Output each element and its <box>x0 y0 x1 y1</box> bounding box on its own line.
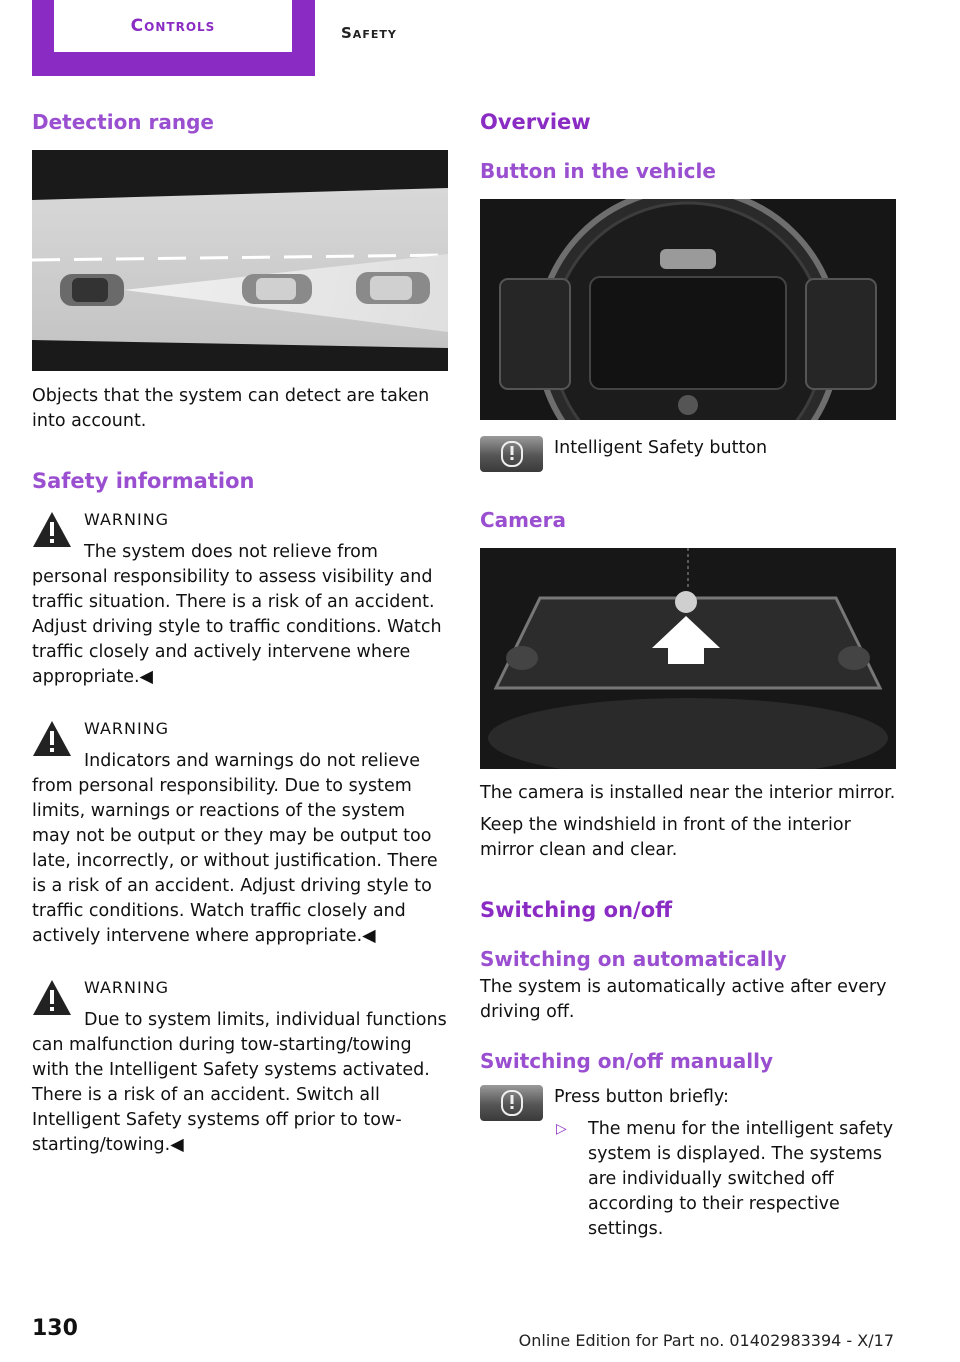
safety-symbol-icon <box>500 441 524 467</box>
safety-symbol-icon <box>500 1090 524 1116</box>
warning-triangle-icon <box>32 978 72 1018</box>
manual-switch-bullet-text: The menu for the intelligent safety system is displayed. The systems are individually switched off according to their respective settings. <box>588 1119 894 1240</box>
detection-range-illustration <box>32 150 448 371</box>
detection-range-heading: Detection range <box>32 110 214 134</box>
dashboard-graphic <box>480 199 896 420</box>
warning-title: WARNING <box>84 719 170 739</box>
safety-information-heading: Safety information <box>32 469 255 493</box>
intelligent-safety-button-icon[interactable] <box>480 1085 543 1121</box>
manual-switch-intro: Press button briefly: <box>554 1087 729 1108</box>
warning-title: WARNING <box>84 978 170 998</box>
left-column <box>32 108 448 1158</box>
warning-triangle-icon <box>32 510 72 550</box>
detected-car-icon <box>242 274 312 304</box>
detection-range-graphic <box>32 150 448 371</box>
list-item <box>554 1117 896 1242</box>
tab-controls[interactable] <box>32 0 315 76</box>
warning-block <box>32 508 448 690</box>
button-in-vehicle-heading: Button in the vehicle <box>480 159 716 184</box>
header-tab-bar <box>0 0 960 76</box>
detected-car-icon <box>356 272 430 304</box>
page-number: 130 <box>32 1316 78 1341</box>
camera-heading: Camera <box>480 508 566 533</box>
own-car-icon <box>60 274 124 306</box>
intelligent-safety-button-caption: Intelligent Safety button <box>554 438 768 459</box>
intelligent-safety-button-row <box>480 436 896 480</box>
detection-range-caption: Objects that the system can detect are taken into account. <box>32 386 430 431</box>
warning-triangle-icon <box>32 719 72 759</box>
tab-safety[interactable]: Safety <box>341 24 397 42</box>
camera-photo <box>480 548 896 769</box>
warning-block <box>32 976 448 1158</box>
warning-text: Due to system limits, individual functions can malfunction during tow-starting/towing with the Intelligent Safety systems activated. There is a risk of an accident. Switch all Intelligent Safety systems off prior to tow-starting/towing.◀ <box>32 1010 447 1156</box>
overview-heading: Overview <box>480 110 591 134</box>
switching-on-off-heading: Switching on/off <box>480 898 673 923</box>
right-column <box>480 108 896 1242</box>
camera-keep-clear-text: Keep the windshield in front of the interior mirror clean and clear. <box>480 815 851 861</box>
bullet-triangle-icon: ▷ <box>556 1121 567 1138</box>
warning-text: The system does not relieve from personal responsibility to assess visibility and traffic situation. There is a risk of an accident. Adjust driving style to traffic conditions. Watch traffic closely and actively intervene where appropriate.◀ <box>32 542 442 688</box>
warning-text: Indicators and warnings do not relieve from personal responsibility. Due to system limits, warnings or reactions of the system may not be output or they may be output too late, incorrectly, or without justification. There is a risk of an accident. Adjust driving style to traffic conditions. Watch traffic closely and actively intervene where appropriate.◀ <box>32 751 438 947</box>
windshield-graphic <box>480 548 896 769</box>
switching-on-automatically-text: The system is automatically active after every driving off. <box>480 977 887 1023</box>
tab-controls-inner <box>54 0 292 52</box>
switching-on-off-manually-heading: Switching on/off manually <box>480 1049 774 1074</box>
dashboard-photo <box>480 199 896 420</box>
warning-title: WARNING <box>84 510 170 530</box>
tab-controls-label: Controls <box>130 16 216 36</box>
intelligent-safety-button-icon[interactable] <box>480 436 543 472</box>
warning-block <box>32 717 448 949</box>
switching-on-automatically-heading: Switching on automatically <box>480 947 787 972</box>
edition-footer: Online Edition for Part no. 01402983394 - X/17 <box>518 1331 894 1350</box>
camera-location-text: The camera is installed near the interior mirror. <box>480 783 896 804</box>
